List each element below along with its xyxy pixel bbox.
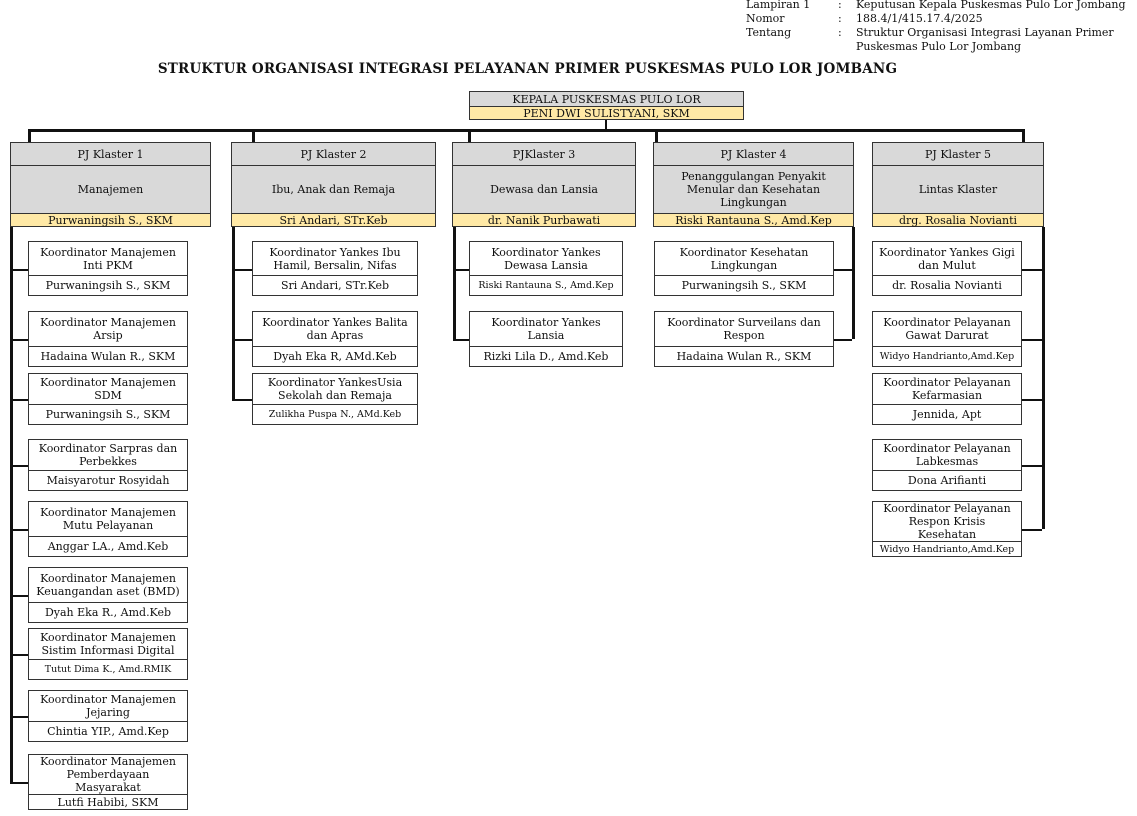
lampiran-label: Lampiran 1	[746, 0, 811, 11]
coordinator-box	[872, 439, 1022, 491]
klaster-1-header	[10, 142, 211, 227]
coordinator-role: Koordinator Sarpras dan Perbekkes	[38, 442, 178, 468]
coordinator-role: Koordinator Manajemen Mutu Pelayanan	[40, 506, 176, 532]
klaster-4-header	[653, 142, 854, 227]
klaster-pj: dr. Nanik Purbawati	[453, 213, 635, 226]
top-bus-line	[28, 129, 1024, 132]
klaster-label: PJKlaster 3	[453, 143, 635, 165]
branch-line	[1022, 339, 1042, 341]
coordinator-box	[252, 241, 418, 296]
klaster-5-header	[872, 142, 1044, 227]
coordinator-person: Hadaina Wulan R., SKM	[29, 346, 187, 366]
coordinator-person: Tutut Dima K., Amd.RMIK	[29, 659, 187, 679]
coordinator-person: Purwaningsih S., SKM	[29, 275, 187, 295]
branch-line	[453, 339, 469, 341]
coordinator-person: Purwaningsih S., SKM	[29, 404, 187, 424]
klaster-drop-5	[1022, 129, 1025, 142]
klaster-2-header	[231, 142, 436, 227]
coordinator-role: Koordinator Pelayanan Kefarmasian	[883, 376, 1011, 402]
coordinator-person: Sri Andari, STr.Keb	[253, 275, 417, 295]
coordinator-box	[28, 439, 188, 491]
coordinator-box	[872, 311, 1022, 367]
coordinator-person: Widyo Handrianto,Amd.Kep	[873, 346, 1021, 366]
klaster-name: Penanggulangan Penyakit Menular dan Kesehatan Lingkungan	[654, 165, 853, 213]
klaster-label: PJ Klaster 2	[232, 143, 435, 165]
tentang-value-line2: Puskesmas Pulo Lor Jombang	[856, 40, 1022, 53]
branch-line	[834, 339, 852, 341]
klaster-drop-3	[468, 129, 471, 142]
klaster-label: PJ Klaster 1	[11, 143, 210, 165]
klaster-drop-4	[655, 129, 658, 142]
branch-line	[453, 269, 469, 271]
klaster-3-header	[452, 142, 636, 227]
coordinator-role: Koordinator Manajemen Jejaring	[40, 693, 176, 719]
coordinator-person: Riski Rantauna S., Amd.Kep	[470, 275, 622, 295]
coordinator-role: Koordinator Pelayanan Respon Krisis Kesehatan	[883, 502, 1011, 541]
klaster-pj: Riski Rantauna S., Amd.Kep	[654, 213, 853, 226]
coordinator-person: Zulikha Puspa N., AMd.Keb	[253, 404, 417, 424]
coordinator-box	[28, 754, 188, 810]
klaster-label: PJ Klaster 4	[654, 143, 853, 165]
lampiran-colon: :	[838, 0, 842, 11]
coordinator-box	[252, 373, 418, 425]
branch-line	[232, 399, 252, 401]
coordinator-role: Koordinator Pelayanan Gawat Darurat	[883, 316, 1011, 342]
klaster-4-trunk	[852, 227, 855, 339]
coordinator-box	[469, 311, 623, 367]
coordinator-box	[654, 311, 834, 367]
coordinator-box	[28, 373, 188, 425]
coordinator-person: Rizki Lila D., Amd.Keb	[470, 346, 622, 366]
klaster-label: PJ Klaster 5	[873, 143, 1043, 165]
klaster-name: Manajemen	[11, 165, 210, 213]
coordinator-person: Hadaina Wulan R., SKM	[655, 346, 833, 366]
coordinator-box	[28, 311, 188, 367]
coordinator-box	[654, 241, 834, 296]
klaster-name: Dewasa dan Lansia	[453, 165, 635, 213]
coordinator-box	[872, 373, 1022, 425]
coordinator-box	[28, 628, 188, 680]
tentang-value-line1: Struktur Organisasi Integrasi Layanan Primer	[856, 26, 1114, 39]
branch-line	[232, 339, 252, 341]
coordinator-box	[28, 241, 188, 296]
coordinator-role: Koordinator Yankes Balita dan Apras	[262, 316, 408, 342]
coordinator-role: Koordinator Manajemen Inti PKM	[40, 245, 176, 272]
head-box	[469, 91, 744, 120]
coordinator-box	[252, 311, 418, 367]
coordinator-box	[28, 567, 188, 623]
branch-line	[10, 399, 28, 401]
page-title: STRUKTUR ORGANISASI INTEGRASI PELAYANAN PRIMER PUSKESMAS PULO LOR JOMBANG	[157, 61, 898, 77]
nomor-value: 188.4/1/415.17.4/2025	[856, 12, 983, 25]
coordinator-role: Koordinator Kesehatan Lingkungan	[679, 245, 809, 272]
coordinator-box	[872, 501, 1022, 557]
klaster-pj: Sri Andari, STr.Keb	[232, 213, 435, 226]
coordinator-person: Anggar LA., Amd.Keb	[29, 536, 187, 556]
coordinator-role: Koordinator Yankes Ibu Hamil, Bersalin, Nifas	[269, 245, 401, 272]
branch-line	[10, 529, 28, 531]
coordinator-role: Koordinator Pelayanan Labkesmas	[883, 442, 1011, 468]
klaster-drop-1	[28, 129, 31, 142]
klaster-name: Lintas Klaster	[873, 165, 1043, 213]
coordinator-person: Widyo Handrianto,Amd.Kep	[873, 541, 1021, 556]
coordinator-role: Koordinator Manajemen Sistim Informasi Digital	[40, 631, 176, 657]
branch-line	[1022, 529, 1042, 531]
coordinator-role: Koordinator Yankes Dewasa Lansia	[491, 245, 601, 272]
head-name: PENI DWI SULISTYANI, SKM	[470, 106, 743, 119]
klaster-3-trunk	[453, 227, 456, 339]
branch-line	[10, 269, 28, 271]
tentang-label: Tentang	[746, 26, 792, 39]
coordinator-box	[469, 241, 623, 296]
branch-line	[10, 339, 28, 341]
coordinator-person: Maisyarotur Rosyidah	[29, 470, 187, 490]
coordinator-role: Koordinator Manajemen Keuangandan aset (BMD)	[36, 572, 180, 598]
coordinator-person: Lutfi Habibi, SKM	[29, 794, 187, 809]
coordinator-role: Koordinator Yankes Gigi dan Mulut	[879, 245, 1015, 272]
klaster-name: Ibu, Anak dan Remaja	[232, 165, 435, 213]
head-role: KEPALA PUSKESMAS PULO LOR	[470, 92, 743, 106]
coordinator-role: Koordinator Manajemen Arsip	[40, 316, 176, 342]
coordinator-role: Koordinator YankesUsia Sekolah dan Remaja	[267, 376, 403, 402]
coordinator-box	[872, 241, 1022, 296]
nomor-label: Nomor	[746, 12, 785, 25]
coordinator-person: Jennida, Apt	[873, 404, 1021, 424]
coordinator-person: Dyah Eka R., Amd.Keb	[29, 602, 187, 622]
coordinator-role: Koordinator Manajemen SDM	[40, 376, 176, 402]
klaster-1-trunk	[10, 227, 13, 782]
klaster-pj: drg. Rosalia Novianti	[873, 213, 1043, 226]
branch-line	[1022, 269, 1042, 271]
klaster-5-trunk	[1042, 227, 1045, 529]
branch-line	[1022, 465, 1042, 467]
coordinator-person: Dona Arifianti	[873, 470, 1021, 490]
coordinator-person: Chintia YIP., Amd.Kep	[29, 721, 187, 741]
coordinator-person: Purwaningsih S., SKM	[655, 275, 833, 295]
branch-line	[1022, 399, 1042, 401]
branch-line	[10, 654, 28, 656]
coordinator-person: Dyah Eka R, AMd.Keb	[253, 346, 417, 366]
klaster-drop-2	[252, 129, 255, 142]
branch-line	[232, 269, 252, 271]
branch-line	[10, 595, 28, 597]
klaster-2-trunk	[232, 227, 235, 399]
branch-line	[10, 716, 28, 718]
lampiran-value: Keputusan Kepala Puskesmas Pulo Lor Jombang	[856, 0, 1126, 11]
branch-line	[10, 465, 28, 467]
coordinator-box	[28, 501, 188, 557]
tentang-colon: :	[838, 26, 842, 39]
coordinator-person: dr. Rosalia Novianti	[873, 275, 1021, 295]
branch-line	[10, 782, 28, 784]
coordinator-role: Koordinator Surveilans dan Respon	[667, 316, 821, 342]
branch-line	[834, 269, 852, 271]
coordinator-role: Koordinator Manajemen Pemberdayaan Masyarakat	[40, 755, 176, 794]
coordinator-box	[28, 690, 188, 742]
nomor-colon: :	[838, 12, 842, 25]
coordinator-role: Koordinator Yankes Lansia	[491, 316, 601, 342]
klaster-pj: Purwaningsih S., SKM	[11, 213, 210, 226]
